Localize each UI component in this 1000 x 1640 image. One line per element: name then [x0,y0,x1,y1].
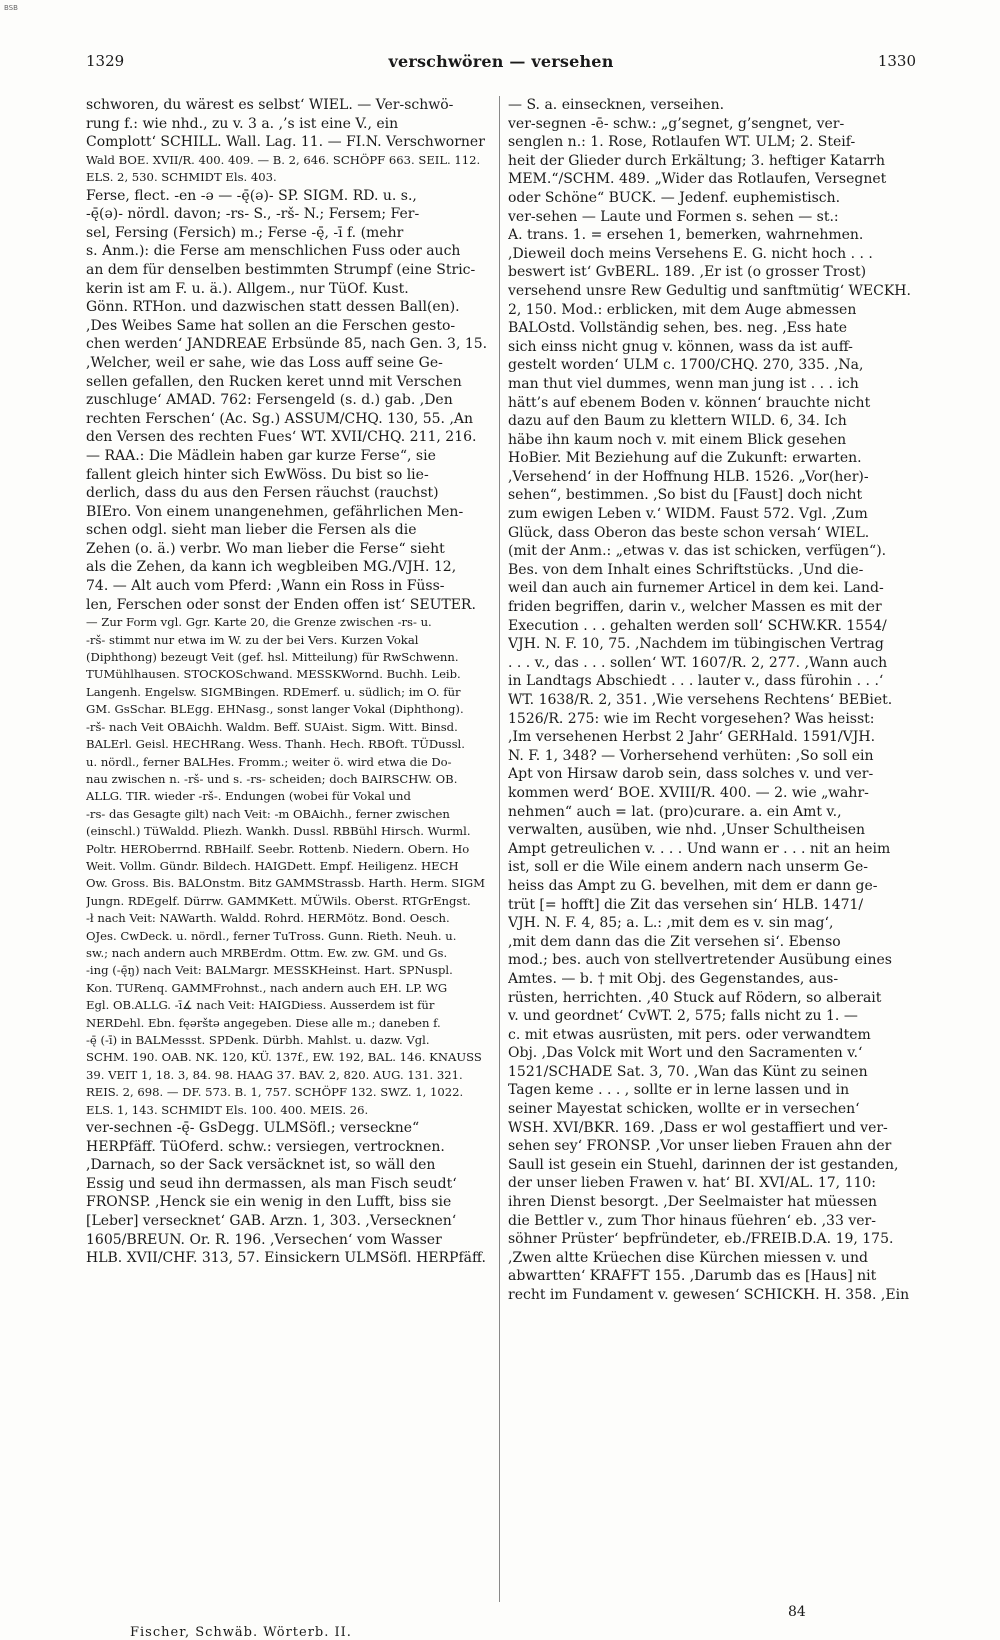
text-line: rechten Ferschen‘ (Ac. Sg.) ASSUM/CHQ. 130, 55. ,An [86,410,474,427]
text-line: seiner Mayestat schicken, wollte er in versechen‘ [508,1101,860,1118]
text-line: Complott‘ SCHILL. Wall. Lag. 11. — FI.N. Verschworner [86,134,485,151]
text-line: als die Zehen, da kann ich wegbleiben MG./VJH. 12, [86,559,457,576]
text-line: sel, Fersing (Fersich) m.; Ferse -ę̄, -ī f. (mehr [86,224,404,241]
text-line: Ow. Gross. Bis. BALOnstm. Bitz GAMMStrassb. Harth. Herm. SIGM [86,876,485,891]
text-line: (mit der Anm.: „etwas v. das ist schicken, verfügen“). [508,543,887,560]
text-line: beswert ist‘ GvBERL. 189. ,Er ist (o grosser Trost) [508,264,867,281]
text-line: ihren Dienst besorgt. ,Der Seelmaister hat müessen [508,1194,878,1211]
text-line: zuschluge‘ AMAD. 762: Fersengeld (s. d.) gab. ,Den [86,392,453,409]
text-line: in Landtags Abschiedt . . . lauter v., dass fürohin . . .‘ [508,673,884,690]
text-line: A. trans. 1. = ersehen 1, bemerken, wahrnehmen. [508,227,864,244]
text-line: senglen n.: 1. Rose, Rotlaufen WT. ULM; 2. Steif- [508,134,856,151]
page-number-left: 1329 [86,52,125,70]
right-column [508,96,913,1596]
text-line: REIS. 2, 698. — DF. 573. B. 1, 757. SCHÖPF 132. SWZ. 1, 1022. [86,1085,464,1100]
text-line: heit der Glieder durch Erkältung; 3. heftiger Katarrh [508,152,886,169]
text-line: sellen gefallen, den Rucken keret unnd mit Verschen [86,373,462,390]
text-line: ,Im versehenen Herbst 2 Jahr‘ GERHald. 1591/VJH. [508,729,876,746]
text-line: zum ewigen Leben v.‘ WIDM. Faust 572. Vgl. ,Zum [508,506,868,523]
text-line: Ampt getreulichen v. . . . Und wann er . . . nit an heim [508,840,891,857]
text-line: N. F. 1, 348? — Vorhersehend verhüten: ,So soll ein [508,747,874,764]
page-title: verschwören — versehen [388,52,614,71]
text-line: Saull ist gesein ein Stuehl, darinnen der ist gestanden, [508,1156,899,1173]
text-line: FRONSP. ,Henck sie ein wenig in den Lufft, biss sie [86,1194,452,1211]
text-line: fallent gleich hinter sich EwWöss. Du bist so lie- [86,466,429,483]
text-line: weil dan auch ain furnemer Articel in dem kei. Land- [508,580,884,597]
text-line: Glück, dass Oberon das beste schon versah‘ WIEL. [508,524,870,541]
text-line: HoBier. Mit Beziehung auf die Zukunft: erwarten. [508,450,862,467]
text-line: rüsten, herrichten. ,40 Stuck auf Rödern, so alberait [508,989,882,1006]
text-line: ver-sechnen -ę̄- GsDegg. ULMSöfl.; verseckne“ [86,1120,420,1137]
text-line: WT. 1638/R. 2, 351. ,Wie versehens Rechtens‘ BEBiet. [508,692,893,708]
text-line: chen werden‘ JANDREAE Erbsünde 85, nach Gen. 3, 15. [86,336,488,353]
left-column [86,96,491,1596]
text-line: TUMühlhausen. STOCKOSchwand. MESSKWornd. Buchh. Leib. [86,667,461,682]
text-line: Gönn. RTHon. und dazwischen statt dessen Ball(en). [86,299,460,316]
text-line: man thut viel dummes, wenn man jung ist . . . ich [508,375,859,392]
text-line: sw.; nach andern auch MRBErdm. Ottm. Ew. zw. GM. und Gs. [86,945,448,960]
text-line: (Diphthong) bezeugt Veit (gef. hsl. Mitteilung) für RwSchwenn. [86,650,459,665]
text-line: — RAA.: Die Mädlein haben gar kurze Ferse“, sie [86,447,436,464]
text-line: 1526/R. 275: wie im Recht vorgesehen? Was heisst: [508,710,875,727]
text-line: -ing (-ę̄ŋ) nach Veit: BALMargr. MESSKHeinst. Hart. SPNuspl. [86,963,453,978]
text-line: Obj. ,Das Volck mit Wort und den Sacramenten v.‘ [508,1045,863,1062]
text-line: rung f.: wie nhd., zu v. 3 a. ,’s ist eine V., ein [86,115,399,132]
text-line: . . . v., das . . . sollen‘ WT. 1607/R. 2, 277. ,Wann auch [508,654,888,671]
text-line: die Bettler v., zum Thor hinaus füehren‘ eb. ,33 ver- [508,1212,876,1229]
text-line: dazu auf den Baum zu klettern WILD. 6, 34. Ich [508,413,847,430]
text-line: ,mit dem dann das die Zit versehen si‘. Ebenso [508,933,841,950]
text-line: -rs- das Gesagte gilt) nach Veit: -m OBAichh., ferner zwischen [86,806,450,821]
text-line: -ł nach Veit: NAWarth. Waldd. Rohrd. HERMötz. Bond. Oesch. [86,911,450,926]
text-line: schen odgl. sieht man lieber die Fersen als die [86,522,417,539]
text-line: häbe ihn kaum noch v. mit einem Blick gesehen [508,431,847,448]
text-line: VJH. N. F. 4, 85; a. L.: ,mit dem es v. sin mag‘, [508,915,834,932]
text-line: heiss das Ampt zu G. bevelhen, mit dem er dann ge- [508,877,878,894]
text-line: 74. — Alt auch vom Pferd: ,Wann ein Ross in Füss- [86,578,445,595]
text-line: ,Welcher, weil er sahe, wie das Loss auff seine Ge- [86,354,443,371]
text-line: derlich, dass du aus den Fersen räuchst (rauchst) [86,485,439,502]
text-line: (einschl.) TüWaldd. Pliezh. Wankh. Dussl. RBBühl Hirsch. Wurml. [86,824,471,839]
text-line: [Leber] versecknet‘ GAB. Arzn. 1, 303. ,Versecknen‘ [86,1213,457,1229]
text-line: Poltr. HEROberrnd. RBHailf. Seebr. Rottenb. Niedern. Obern. Ho [86,841,470,856]
text-line: NERDehl. Ebn. fęərštə angegeben. Diese alle m.; daneben f. [86,1015,441,1030]
text-line: an dem für denselben bestimmten Strumpf (eine Stric- [86,261,476,278]
text-line: BALErl. Geisl. HECHRang. Wess. Thanh. Hech. RBOft. TÜDussl. [86,737,465,752]
text-line: Weit. Vollm. Gündr. Bildech. HAIGDett. Empf. Heiligenz. HECH [86,858,459,873]
text-line: ELS. 2, 530. SCHMIDT Els. 403. [86,170,277,185]
text-line: c. mit etwas ausrüsten, mit pers. oder verwandtem [508,1026,871,1043]
text-line: ,Darnach, so der Sack versäcknet ist, so wäll den [86,1157,436,1174]
text-line: sich einss nicht gnug v. können, wass da ist auff- [508,338,853,355]
text-line: sehen sey‘ FRONSP. ,Vor unser lieben Frauen ahn der [508,1138,892,1155]
text-line: GM. GsSchar. BLEgg. EHNasg., sonst langer Vokal (Diphthong). [86,702,464,717]
text-line: -ę̄ (-ī) in BALMessst. SPDenk. Dürbh. Mahlst. u. dazw. Vgl. [86,1033,430,1047]
library-mark: BSB [4,4,18,12]
text-line: -rš- stimmt nur etwa im W. zu der bei Vers. Kurzen Vokal [86,632,419,647]
text-line: BALOstd. Vollständig sehen, bes. neg. ,Ess hate [508,320,848,337]
text-line: Bes. von dem Inhalt eines Schriftstücks. ,Und die- [508,561,864,578]
text-line: — S. a. einsecknen, verseihen. [508,97,725,113]
text-line: sehen“, bestimmen. ,So bist du [Faust] doch nicht [508,487,863,504]
text-line: Amtes. — b. † mit Obj. des Gegenstandes, aus- [508,970,839,987]
text-line: u. nördl., ferner BALHes. Fromm.; weiter ö. wird etwa die Do- [86,754,452,769]
text-line: hätt’s auf ebenem Boden v. können‘ brauchte nicht [508,394,871,411]
text-line: mod.; bes. auch von stellvertretender Ausübung eines [508,952,892,969]
text-line: Zehen (o. ä.) verbr. Wo man lieber die Ferse“ sieht [86,540,445,557]
column-divider [499,96,500,1602]
text-line: verwalten, ausüben, wie nhd. ,Unser Schultheisen [508,822,866,839]
page-header [86,52,916,76]
text-line: ver-sehen — Laute und Formen s. sehen — st.: [508,208,839,225]
text-line: den Versen des rechten Fues‘ WT. XVII/CHQ. 211, 216. [86,429,477,446]
text-line: 1521/SCHADE Sat. 3, 70. ,Wan das Künt zu seinen [508,1063,868,1080]
text-line: — Zur Form vgl. Ggr. Karte 20, die Grenze zwischen -rs- u. [86,615,432,630]
sheet-signature: 84 [788,1604,806,1620]
text-line: SCHM. 190. OAB. NK. 120, KÜ. 137f., EW. 192, BAL. 146. KNAUSS [86,1050,482,1065]
text-line: Langenh. Engelsw. SIGMBingen. RDEmerf. u. südlich; im O. für [86,684,461,699]
text-line: 1605/BREUN. Or. R. 196. ,Versechen‘ vom Wasser [86,1231,442,1248]
text-line: 39. VEIT 1, 18. 3, 84. 98. HAAG 37. BAV. 2, 820. AUG. 131. 321. [86,1067,463,1082]
text-line: Wald BOE. XVII/R. 400. 409. — B. 2, 646. SCHÖPF 663. SEIL. 112. [86,152,481,167]
text-line: OJes. CwDeck. u. nördl., ferner TuTross. Gunn. Rieth. Neuh. u. [86,928,457,943]
text-line: ELS. 1, 143. SCHMIDT Els. 100. 400. MEIS. 26. [86,1102,369,1117]
text-line: Tagen keme . . . , sollte er in lerne lassen und in [508,1082,850,1099]
text-line: friden begriffen, darin v., welcher Massen es mit der [508,599,882,616]
text-line: oder Schöne“ BUCK. — Jedenf. euphemistisch. [508,189,841,206]
text-line: ,Dieweil doch meins Versehens E. G. nicht hoch . . . [508,245,873,262]
text-line: 2, 150. Mod.: erblicken, mit dem Auge abmessen [508,301,857,318]
text-line: ,Des Weibes Same hat sollen an die Ferschen gesto- [86,317,456,334]
text-line: s. Anm.): die Ferse am menschlichen Fuss oder auch [86,243,461,260]
text-line: nau zwischen n. -rš- und s. -rs- scheiden; doch BAIRSCHW. OB. [86,771,458,786]
text-line: MEM.“/SCHM. 489. „Wider das Rotlaufen, Versegnet [508,171,887,188]
page-number-right: 1330 [877,52,916,70]
text-line: v. und geordnet‘ CvWT. 2, 575; falls nicht zu 1. — [508,1008,858,1025]
text-line: kerin ist am F. u. ä.). Allgem., nur TüOf. Kust. [86,280,409,297]
text-line: der unser lieben Frawen v. hat‘ BI. XVI/AL. 17, 110: [508,1175,877,1192]
text-line: HLB. XVII/CHF. 313, 57. Einsickern ULMSöfl. HERPfäff. [86,1250,486,1267]
text-line: abwartten‘ KRAFFT 155. ,Darumb das es [Haus] nit [508,1268,877,1285]
text-line: ist, soll er die Wile einem andern nach unserm Ge- [508,859,868,876]
text-line: VJH. N. F. 10, 75. ,Nachdem im tübingischen Vertrag [508,636,884,653]
text-line: kommen werd‘ BOE. XVIII/R. 400. — 2. wie „wahr- [508,784,869,801]
text-line: Ferse, flect. -en -ə — -ę̄(ə)- SP. SIGM. RD. u. s., [86,187,417,204]
text-line: HERPfäff. TüOferd. schw.: versiegen, vertrocknen. [86,1138,445,1155]
text-line: Execution . . . gehalten werden soll‘ SCHW.KR. 1554/ [508,617,887,634]
text-line: trüt [= hofft] die Zit das versehen sin‘ HLB. 1471/ [508,896,864,913]
text-line: Apt von Hirsaw darob sein, dass solches v. und ver- [508,766,874,783]
text-line: recht im Fundament v. gewesen‘ SCHICKH. H. 358. ,Ein [508,1287,910,1303]
footer-source: Fischer, Schwäb. Wörterb. II. [130,1625,352,1640]
text-line: gestelt worden‘ ULM c. 1700/CHQ. 270, 335. ,Na, [508,357,864,374]
text-line: söhner Prüster‘ bepfründeter, eb./FREIB.D.A. 19, 175. [508,1231,894,1248]
text-line: schworen, du wärest es selbst‘ WIEL. — Ver-schwö- [86,97,454,113]
text-line: ALLG. TIR. wieder -rš-. Endungen (wobei für Vokal und [86,789,411,804]
text-line: WSH. XVI/BKR. 169. ,Dass er wol gestaffiert und ver- [508,1119,888,1136]
text-line: ,Zwen altte Krüechen dise Kürchen miessen v. und [508,1249,868,1266]
text-line: Jungn. RDEgelf. Dürrw. GAMMKett. MÜWils. Oberst. RTGrEngst. [86,893,471,908]
text-line: nehmen“ auch = lat. (pro)curare. a. ein Amt v., [508,803,842,820]
text-line: Essig und seud ihn dermassen, als man Fisch seudt‘ [86,1175,457,1192]
text-line: len, Ferschen oder sonst der Enden offen ist‘ SEUTER. [86,596,476,613]
text-line: Egl. OB.ALLG. -ī∡ nach Veit: HAIGDiess. Ausserdem ist für [86,998,435,1013]
text-line: versehend unsre Rew Gedultig und sanftmütig‘ WECKH. [508,282,911,299]
text-line: ver-segnen -ē- schw.: „g’segnet, g’sengnet, ver- [508,115,845,132]
text-line: ,Versehend‘ in der Hoffnung HLB. 1526. „Vor(her)- [508,468,869,485]
text-line: -rš- nach Veit OBAichh. Waldm. Beff. SUAist. Sigm. Witt. Binsd. [86,719,458,734]
text-line: BIEro. Von einem unangenehmen, gefährlichen Men- [86,503,464,520]
text-line: Kon. TURenq. GAMMFrohnst., nach andern auch EH. LP. WG [86,980,448,995]
text-line: -ę̄(ə)- nördl. davon; -rs- S., -rš- N.; Fersem; Fer- [86,206,420,223]
